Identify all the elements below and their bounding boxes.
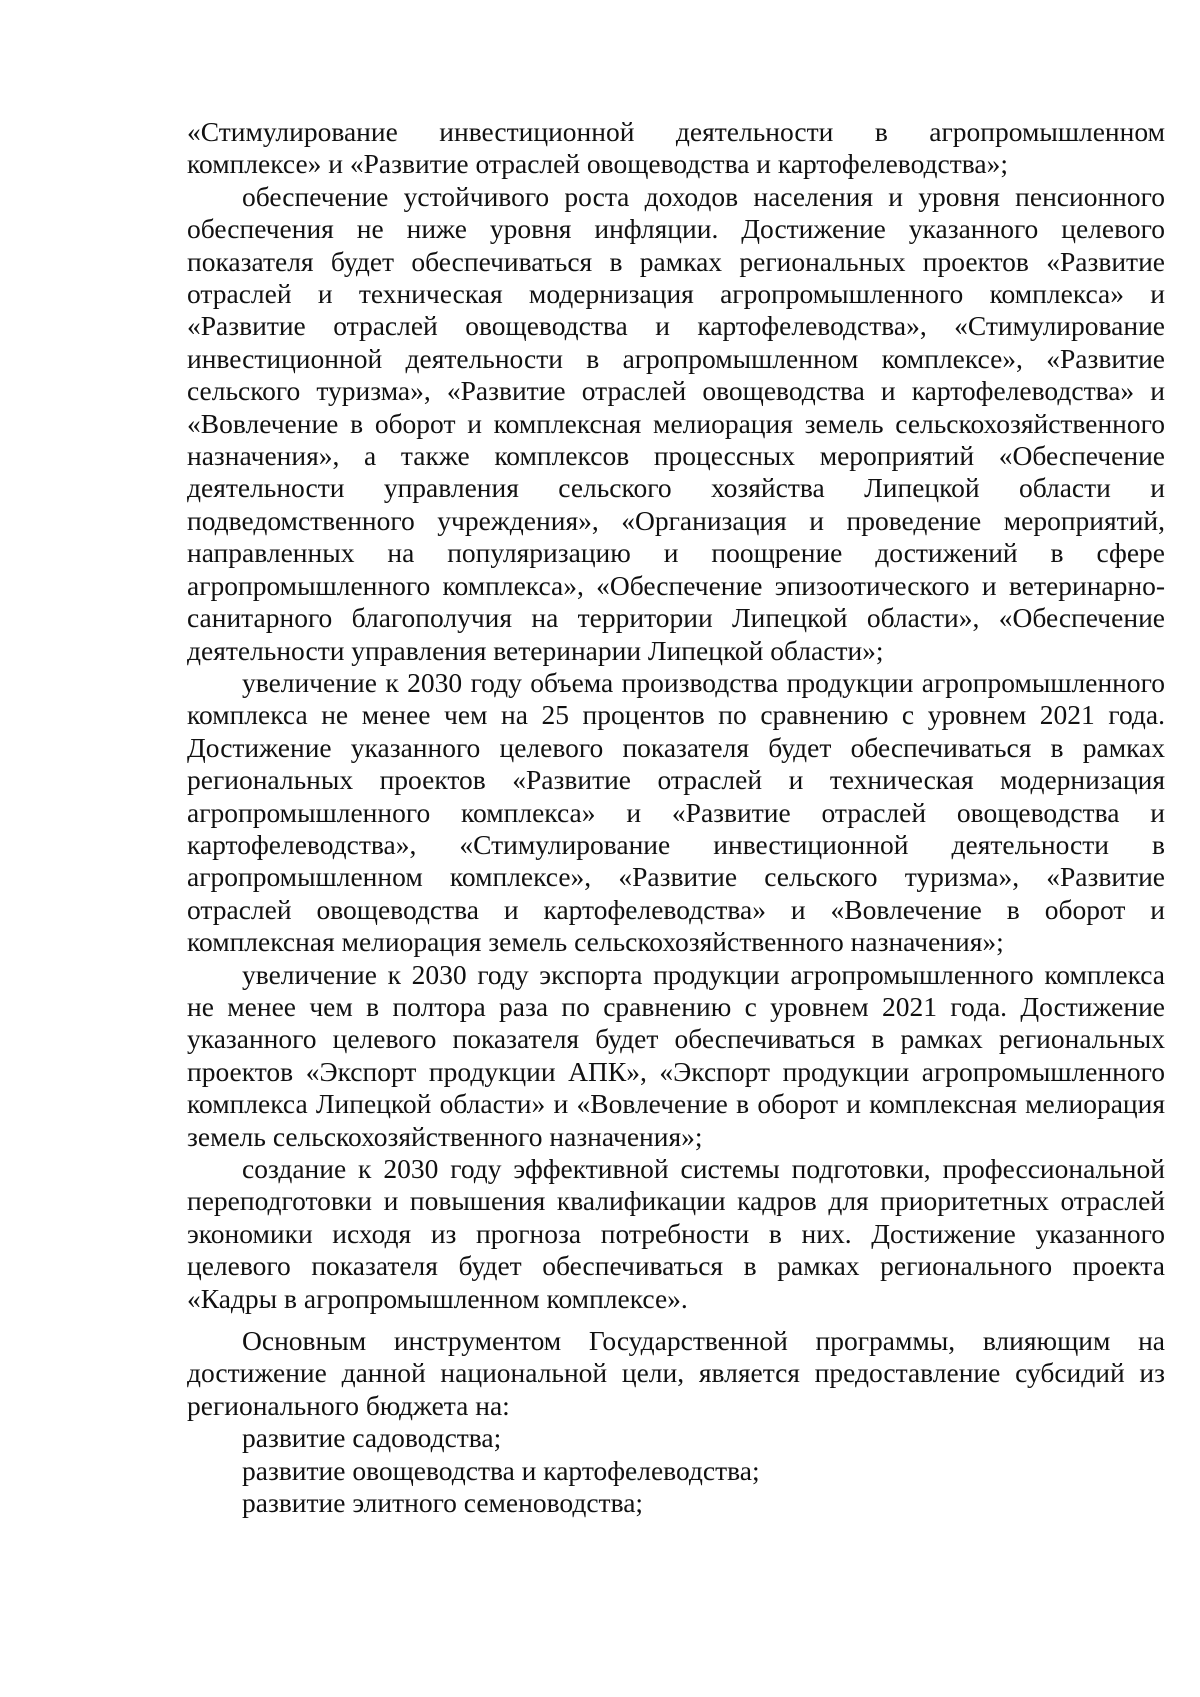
paragraph-continuation: «Стимулирование инвестиционной деятельности в агропромышленном комплексе» и «Развитие отраслей овощеводства и картофелеводства»; xyxy=(187,116,1165,180)
list-item-vegetables-potatoes: развитие овощеводства и картофелеводства; xyxy=(242,1454,760,1486)
paragraph-personnel-training: создание к 2030 году эффективной системы подготовки, профессиональной переподготовки и повышения квалификации кадров для приоритетных отраслей экономики исходя из прогноза потребности в них. Достижение указанного целевого показателя будет обеспечиваться в рамках регионального проекта «Кадры в агропромышленном комплексе». xyxy=(187,1153,1165,1314)
paragraph-main-instrument: Основным инструментом Государственной программы, влияющим на достижение данной национальной цели, является предоставление субсидий из регионального бюджета на: xyxy=(187,1325,1165,1421)
list-item-elite-seeds: развитие элитного семеноводства; xyxy=(242,1487,644,1519)
paragraph-income-growth: обеспечение устойчивого роста доходов населения и уровня пенсионного обеспечения не ниже уровня инфляции. Достижение указанного целевого показателя будет обеспечиваться в рамках региональных проектов «Развитие отраслей и техническая модернизация агропромышленного комплекса» и «Развитие отраслей овощеводства и картофелеводства», «Стимулирование инвестиционной деятельности в агропромышленном комплексе», «Развитие сельского туризма», «Развитие отраслей овощеводства и картофелеводства» и «Вовлечение в оборот и комплексная мелиорация земель сельскохозяйственного назначения», а также комплексов процессных мероприятий «Обеспечение деятельности управления сельского хозяйства Липецкой области и подведомственного учреждения», «Организация и проведение мероприятий, направленных на популяризацию и поощрение достижений в сфере агропромышленного комплекса», «Обеспечение эпизоотического и ветеринарно-санитарного благополучия на территории Липецкой области», «Обеспечение деятельности управления ветеринарии Липецкой области»; xyxy=(187,180,1165,666)
list-item-horticulture: развитие садоводства; xyxy=(242,1422,502,1454)
paragraph-export-growth: увеличение к 2030 году экспорта продукции агропромышленного комплекса не менее чем в полтора раза по сравнению с уровнем 2021 года. Достижение указанного целевого показателя будет обеспечиваться в рамках региональных проектов «Экспорт продукции АПК», «Экспорт продукции агропромышленного комплекса Липецкой области» и «Вовлечение в оборот и комплексная мелиорация земель сельскохозяйственного назначения»; xyxy=(187,958,1165,1152)
document-body xyxy=(187,116,1165,1519)
paragraph-production-growth: увеличение к 2030 году объема производства продукции агропромышленного комплекса не менее чем на 25 процентов по сравнению с уровнем 2021 года. Достижение указанного целевого показателя будет обеспечиваться в рамках региональных проектов «Развитие отраслей и техническая модернизация агропромышленного комплекса» и «Развитие отраслей овощеводства и картофелеводства», «Стимулирование инвестиционной деятельности в агропромышленном комплексе», «Развитие сельского туризма», «Развитие отраслей овощеводства и картофелеводства» и «Вовлечение в оборот и комплексная мелиорация земель сельскохозяйственного назначения»; xyxy=(187,666,1165,958)
